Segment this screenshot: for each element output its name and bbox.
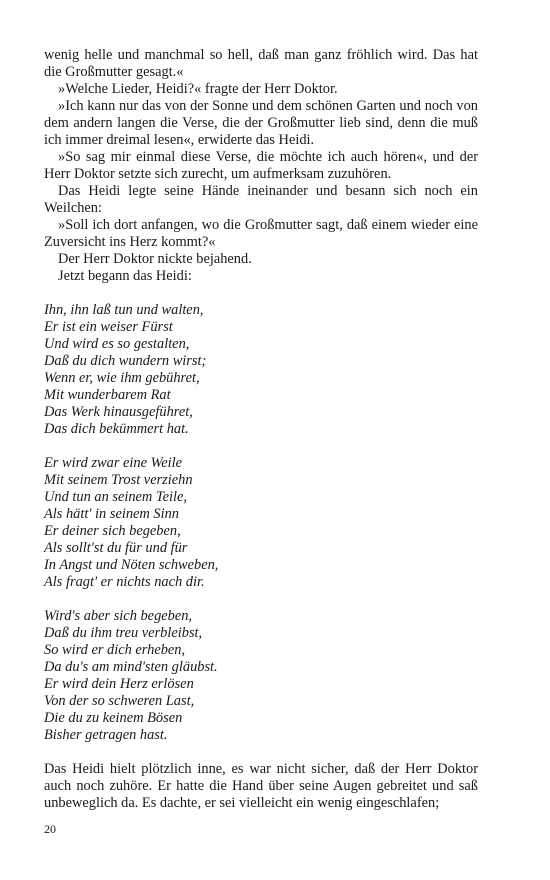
poem-line: Als hätt' in seinem Sinn <box>44 506 179 522</box>
paragraph: »Welche Lieder, Heidi?« fragte der Herr Doktor. <box>58 81 338 97</box>
paragraph: »Ich kann nur das von der Sonne und dem schönen Garten und noch von dem andern langen die Verse, die der Großmutter lieb sind, denn die muß ich immer dreimal lesen«, erwiderte das Heidi. <box>44 98 478 148</box>
poem <box>44 302 478 744</box>
page-body <box>44 47 478 812</box>
poem-line: Bisher getragen hast. <box>44 727 168 743</box>
paragraph: Der Herr Doktor nickte bejahend. <box>58 251 252 267</box>
paragraph: »So sag mir einmal diese Verse, die möchte ich auch hören«, und der Herr Doktor setzte sich zurecht, um aufmerksam zuzuhören. <box>44 149 478 182</box>
poem-line: So wird er dich erheben, <box>44 642 186 658</box>
poem-stanza <box>44 608 478 744</box>
paragraph: Jetzt begann das Heidi: <box>58 268 192 284</box>
poem-line: Ihn, ihn laß tun und walten, <box>44 302 204 318</box>
poem-line: Als fragt' er nichts nach dir. <box>44 574 205 590</box>
poem-line: Mit seinem Trost verziehn <box>44 472 193 488</box>
poem-line: Wenn er, wie ihm gebühret, <box>44 370 200 386</box>
poem-line: Da du's am mind'sten gläubst. <box>44 659 218 675</box>
poem-stanza <box>44 302 478 438</box>
paragraph: wenig helle und manchmal so hell, daß man ganz fröhlich wird. Das hat die Großmutter gesagt.« <box>44 47 478 80</box>
poem-line: Daß du dich wundern wirst; <box>44 353 207 369</box>
poem-line: Die du zu keinem Bösen <box>44 710 183 726</box>
paragraph-after-poem: Das Heidi hielt plötzlich inne, es war nicht sicher, daß der Herr Doktor auch noch zuhöre. Er hatte die Hand über seine Augen gebreitet und saß unbeweglich da. Es dachte, er sei vielleicht ein wenig eingeschlafen; <box>44 761 478 811</box>
poem-line: Er wird dein Herz erlösen <box>44 676 194 692</box>
poem-line: Das dich bekümmert hat. <box>44 421 189 437</box>
poem-stanza <box>44 455 478 591</box>
poem-line: Mit wunderbarem Rat <box>44 387 171 403</box>
poem-line: In Angst und Nöten schweben, <box>44 557 219 573</box>
poem-line: Daß du ihm treu verbleibst, <box>44 625 203 641</box>
page-number: 20 <box>44 822 56 836</box>
poem-line: Er ist ein weiser Fürst <box>44 319 173 335</box>
poem-line: Er wird zwar eine Weile <box>44 455 183 471</box>
poem-line: Das Werk hinausgeführet, <box>44 404 193 420</box>
poem-line: Von der so schweren Last, <box>44 693 195 709</box>
paragraph: »Soll ich dort anfangen, wo die Großmutter sagt, daß einem wieder eine Zuversicht ins Herz kommt?« <box>44 217 478 250</box>
poem-line: Und tun an seinem Teile, <box>44 489 187 505</box>
poem-line: Und wird es so gestalten, <box>44 336 190 352</box>
paragraph: Das Heidi legte seine Hände ineinander und besann sich noch ein Weilchen: <box>44 183 478 216</box>
poem-line: Er deiner sich begeben, <box>44 523 181 539</box>
poem-line: Als sollt'st du für und für <box>44 540 188 556</box>
poem-line: Wird's aber sich begeben, <box>44 608 193 624</box>
